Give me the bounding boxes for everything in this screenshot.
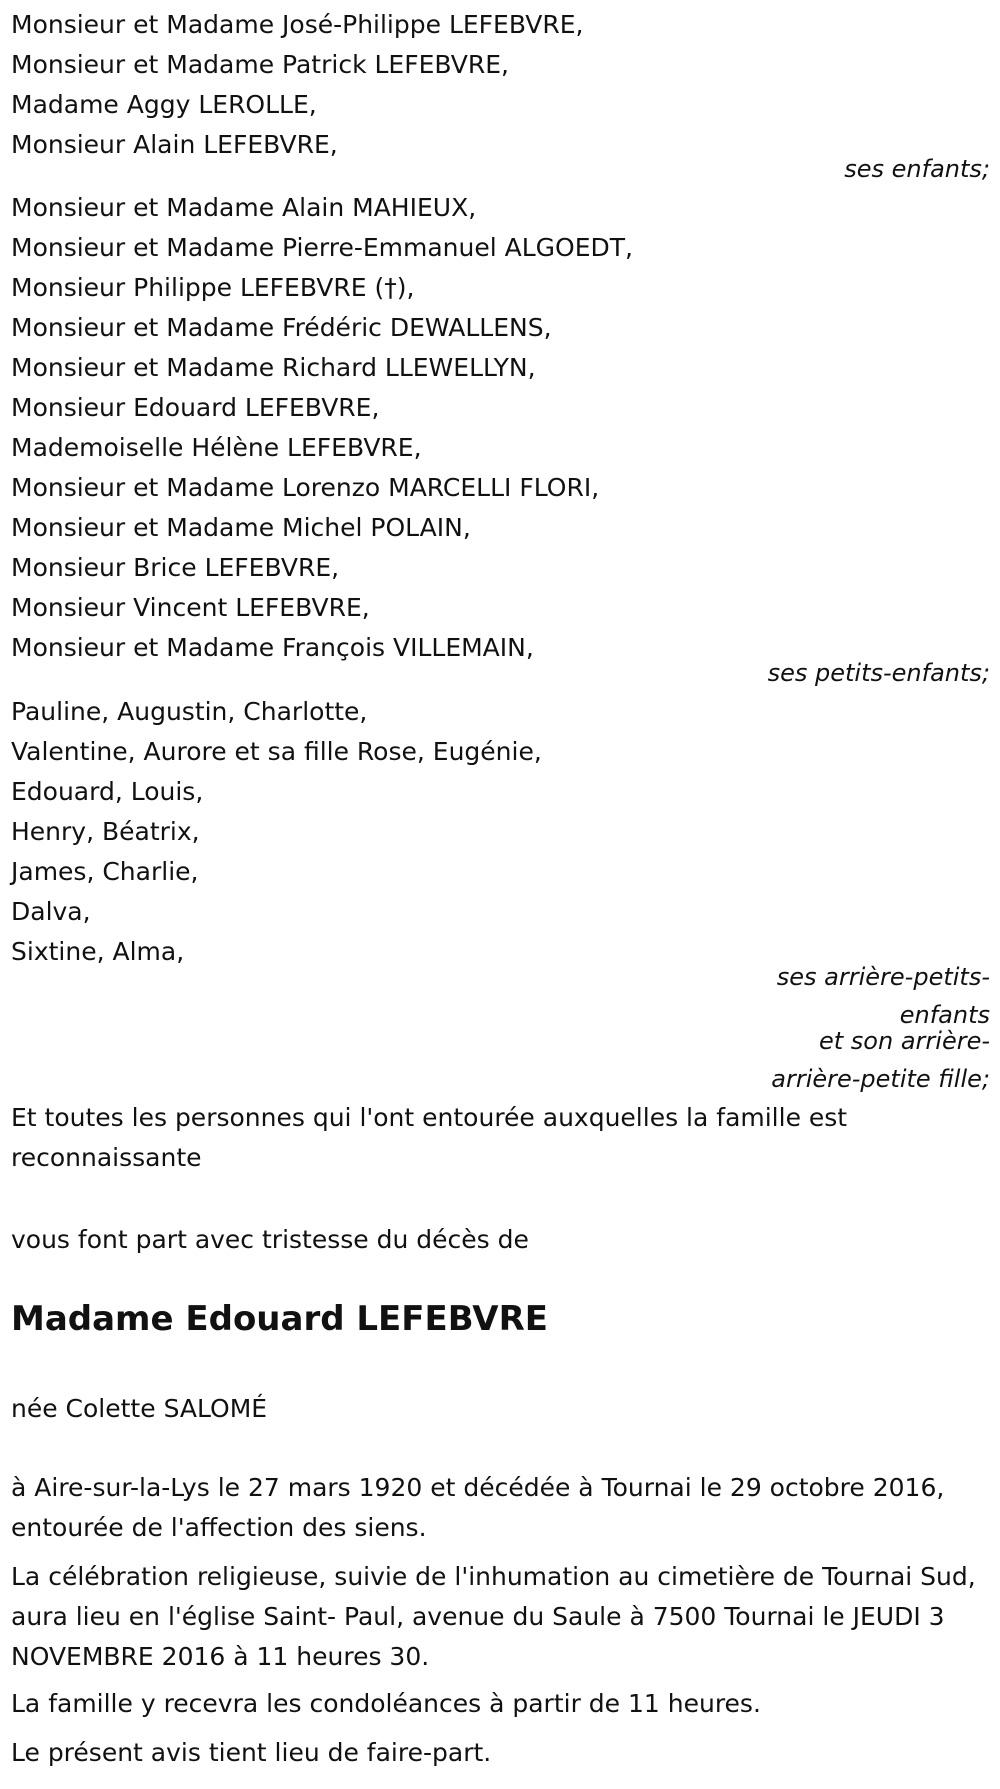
condolences-block xyxy=(11,1684,989,1724)
notice-text: Le présent avis tient lieu de faire-part. xyxy=(11,1738,492,1767)
announce-block xyxy=(11,1220,989,1260)
deceased-block xyxy=(11,1297,989,1341)
grandchildren-item: Monsieur et Madame Pierre-Emmanuel ALGOEDT, xyxy=(11,233,633,262)
great-grandchildren-item: Valentine, Aurore et sa fille Rose, Eugénie, xyxy=(11,737,542,766)
birth-death-text: à Aire-sur-la-Lys le 27 mars 1920 et décédée à Tournai le 29 octobre 2016, entourée de l'affection des siens. xyxy=(11,1473,945,1542)
grandchildren-item: Monsieur et Madame Alain MAHIEUX, xyxy=(11,193,477,222)
notice-block xyxy=(11,1733,989,1773)
great-grandchildren-item: Dalva, xyxy=(11,897,91,926)
children-item: Monsieur Alain LEFEBVRE, xyxy=(11,130,338,159)
grandchildren-item: Monsieur Edouard LEFEBVRE, xyxy=(11,393,380,422)
great-grandchildren-item: Sixtine, Alma, xyxy=(11,937,185,966)
condolences-text: La famille y recevra les condoléances à partir de 11 heures. xyxy=(11,1689,761,1718)
announce-text: vous font part avec tristesse du décès de xyxy=(11,1225,529,1254)
birth-death-block xyxy=(11,1468,989,1548)
grandchildren-role: ses petits-enfants; xyxy=(767,659,990,687)
grandchildren-item: Monsieur Vincent LEFEBVRE, xyxy=(11,593,370,622)
grandchildren-item: Monsieur et Madame Lorenzo MARCELLI FLORI, xyxy=(11,473,600,502)
grandchildren-item: Monsieur et Madame Richard LLEWELLYN, xyxy=(11,353,536,382)
great-grandchildren-role-line2: enfants xyxy=(899,1001,990,1029)
children-item: Monsieur et Madame José-Philippe LEFEBVRE, xyxy=(11,10,584,39)
children-list xyxy=(11,5,989,165)
great-grandchildren-item: Edouard, Louis, xyxy=(11,777,204,806)
grandchildren-item: Monsieur et Madame Frédéric DEWALLENS, xyxy=(11,313,552,342)
grandchildren-item: Monsieur et Madame Michel POLAIN, xyxy=(11,513,471,542)
ceremony-block xyxy=(11,1557,989,1677)
thanks-block xyxy=(11,1098,989,1178)
grandchildren-item: Monsieur et Madame François VILLEMAIN, xyxy=(11,633,534,662)
grandchildren-item: Monsieur Philippe LEFEBVRE (†), xyxy=(11,273,415,302)
great-grandchildren-item: Pauline, Augustin, Charlotte, xyxy=(11,697,368,726)
great-grandchildren-role-line4: arrière-petite fille; xyxy=(771,1065,990,1093)
grandchildren-item: Mademoiselle Hélène LEFEBVRE, xyxy=(11,433,422,462)
great-grandchildren-list xyxy=(11,692,989,972)
ceremony-text: La célébration religieuse, suivie de l'inhumation au cimetière de Tournai Sud, aura lieu en l'église Saint- Paul, avenue du Saule à 7500 Tournai le JEUDI 3 NOVEMBRE 2016 à 11 heures 30. xyxy=(11,1562,976,1671)
great-grandchildren-item: Henry, Béatrix, xyxy=(11,817,200,846)
birth-name-block xyxy=(11,1389,989,1429)
grandchildren-item: Monsieur Brice LEFEBVRE, xyxy=(11,553,340,582)
great-grandchildren-role-line3: et son arrière- xyxy=(819,1027,990,1055)
thanks-text: Et toutes les personnes qui l'ont entourée auxquelles la famille est reconnaissante xyxy=(11,1103,848,1172)
great-grandchildren-role-line1: ses arrière-petits- xyxy=(776,963,990,991)
grandchildren-list xyxy=(11,188,989,668)
deceased-name: Madame Edouard LEFEBVRE xyxy=(11,1299,548,1339)
great-grandchildren-item: James, Charlie, xyxy=(11,857,199,886)
children-role: ses enfants; xyxy=(844,155,990,183)
children-item: Monsieur et Madame Patrick LEFEBVRE, xyxy=(11,50,509,79)
birth-name: née Colette SALOMÉ xyxy=(11,1394,268,1423)
children-item: Madame Aggy LEROLLE, xyxy=(11,90,317,119)
